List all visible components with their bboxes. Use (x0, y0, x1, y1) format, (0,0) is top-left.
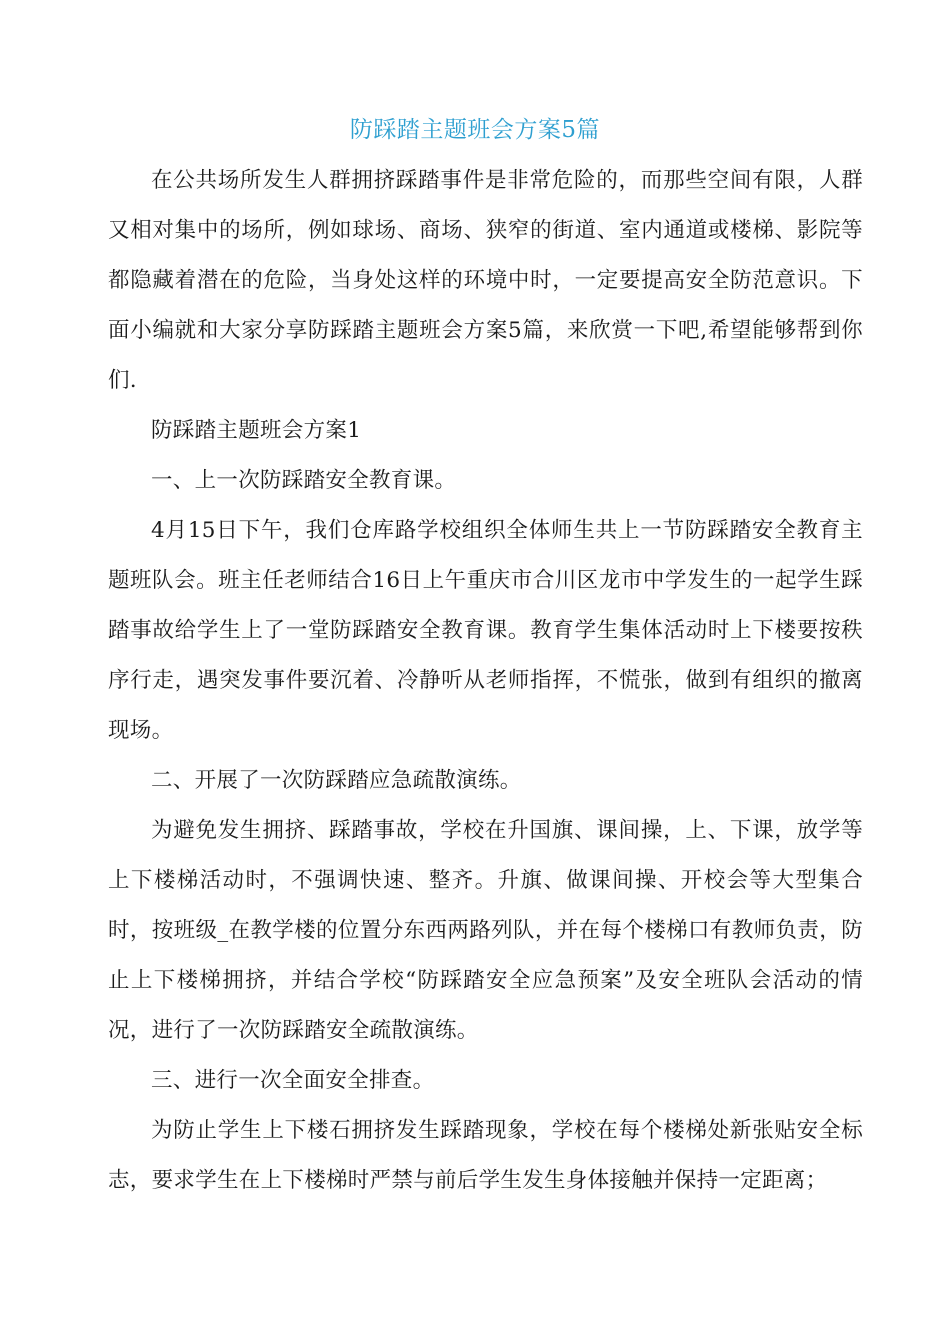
body-paragraph: 为避免发生拥挤、踩踏事故，学校在升国旗、课间操，上、下课，放学等上下楼梯活动时，不强调快速、整齐。升旗、做课间操、开校会等大型集合时，按班级_在教学楼的位置分东西两路列队，并在每个楼梯口有教师负责，防止上下楼梯拥挤，并结合学校“防踩踏安全应急预案”及安全班队会活动的情况，进行了一次防踩踏安全疏散演练。 (108, 818, 863, 1043)
section-heading: 防踩踏主题班会方案1 (151, 418, 362, 443)
document-title: 防踩踏主题班会方案5篇 (349, 117, 601, 143)
document-body (108, 156, 863, 1206)
subheading: 三、进行一次全面安全排查。 (151, 1068, 435, 1093)
body-paragraph: 为防止学生上下楼石拥挤发生踩踏现象，学校在每个楼梯处新张贴安全标志，要求学生在上下楼梯时严禁与前后学生发生身体接触并保持一定距离； (108, 1118, 863, 1193)
body-paragraph: 4月15日下午，我们仓库路学校组织全体师生共上一节防踩踏安全教育主题班队会。班主任老师结合16日上午重庆市合川区龙市中学发生的一起学生踩踏事故给学生上了一堂防踩踏安全教育课。教育学生集体活动时上下楼要按秩序行走，遇突发事件要沉着、冷静听从老师指挥，不慌张，做到有组织的撤离现场。 (108, 518, 863, 743)
subheading: 一、上一次防踩踏安全教育课。 (151, 468, 457, 493)
subheading: 二、开展了一次防踩踏应急疏散演练。 (151, 768, 522, 793)
intro-paragraph: 在公共场所发生人群拥挤踩踏事件是非常危险的，而那些空间有限，人群又相对集中的场所，例如球场、商场、狭窄的街道、室内通道或楼梯、影院等都隐藏着潜在的危险，当身处这样的环境中时，一定要提高安全防范意识。下面小编就和大家分享防踩踏主题班会方案5篇，来欣赏一下吧,希望能够帮到你们. (108, 168, 863, 393)
